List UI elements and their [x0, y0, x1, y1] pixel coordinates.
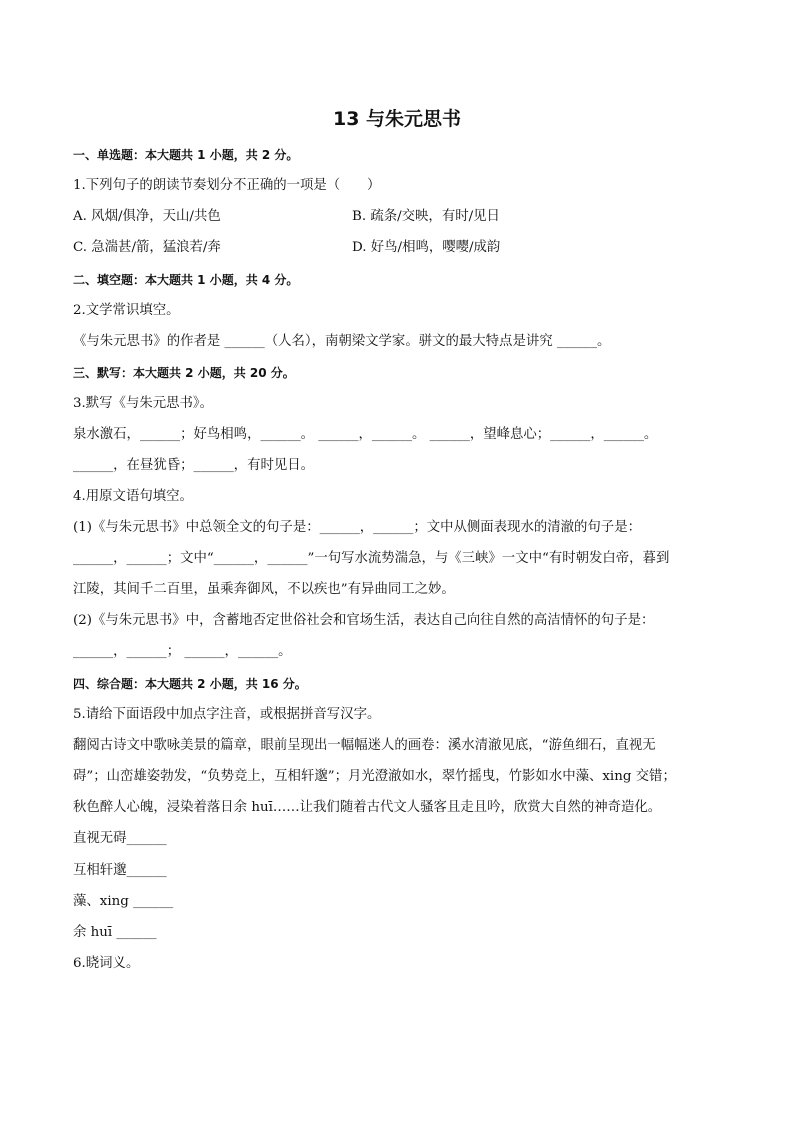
question-4-stem: 4.用原文语句填空。 [73, 489, 193, 504]
question-3-stem: 3.默写《与朱元思书》。 [73, 396, 213, 411]
question-1-stem: 1.下列句子的朗读节奏划分不正确的一项是（ ） [73, 178, 381, 193]
question-5-paragraph-line-2: 碍”；山峦雄姿勃发，“负势竞上，互相轩邈”；月光澄澈如水，翠竹摇曳，竹影如水中藻、xing 交错； [73, 769, 676, 784]
question-2-stem: 2.文学常识填空。 [73, 303, 180, 318]
question-5-item-1: 直视无碍______ [73, 831, 167, 846]
question-1-option-b: B. 疏条/交映，有时/见日 [352, 209, 500, 224]
section-heading-comprehensive: 四、综合题：本大题共 2 小题，共 16 分。 [73, 677, 307, 691]
question-1-option-d: D. 好鸟/相鸣，嘤嘤/成韵 [352, 240, 501, 255]
question-3-line-2: ______，在昼犹昏；______，有时见日。 [73, 458, 315, 473]
section-heading-dictation: 三、默写：本大题共 2 小题，共 20 分。 [73, 366, 295, 380]
question-5-item-2: 互相轩邈______ [73, 863, 167, 878]
question-4-part-2-line-2: ______，______； ______，______。 [73, 644, 292, 659]
question-5-stem: 5.请给下面语段中加点字注音，或根据拼音写汉字。 [73, 707, 381, 722]
question-2-body: 《与朱元思书》的作者是 ______（人名），南朝梁文学家。骈文的最大特点是讲究 ______。 [73, 334, 611, 349]
question-5-item-4: 余 huī ______ [73, 925, 157, 940]
question-5-item-3: 藻、xing ______ [73, 894, 174, 909]
question-1-option-c: C. 急湍甚/箭，猛浪若/奔 [73, 240, 221, 255]
question-1-option-a: A. 风烟/俱净，天山/共色 [73, 209, 221, 224]
question-3-line-1: 泉水激石，______；好鸟相鸣，______。 ______，______。 ______，望峰息心；______，______。 [73, 427, 658, 442]
section-heading-single-choice: 一、单选题：本大题共 1 小题，共 2 分。 [73, 148, 299, 162]
section-heading-fill-in: 二、填空题：本大题共 1 小题，共 4 分。 [73, 273, 299, 287]
question-4-part-1-line-2: ______，______；文中“______，______”一句写水流势湍急，与《三峡》一文中“有时朝发白帝，暮到 [73, 551, 670, 566]
question-4-part-2-line-1: (2)《与朱元思书》中，含蓄地否定世俗社会和官场生活，表达自己向往自然的高洁情怀的句子是： [73, 613, 655, 628]
question-5-paragraph-line-3: 秋色醉人心魄，浸染着落日余 huī……让我们随着古代文人骚客且走且吟，欣赏大自然的神奇造化。 [73, 800, 662, 815]
question-6-stem: 6.晓词义。 [73, 956, 140, 971]
question-4-part-1-line-3: 江陵，其间千二百里，虽乘奔御风，不以疾也”有异曲同工之妙。 [73, 582, 455, 597]
question-4-part-1-line-1: (1)《与朱元思书》中总领全文的句子是：______，______；文中从侧面表现水的清澈的句子是： [73, 520, 641, 535]
page-title: 13 与朱元思书 [332, 108, 462, 130]
question-5-paragraph-line-1: 翻阅古诗文中歌咏美景的篇章，眼前呈现出一幅幅迷人的画卷：溪水清澈见底，“游鱼细石，直视无 [73, 738, 656, 753]
